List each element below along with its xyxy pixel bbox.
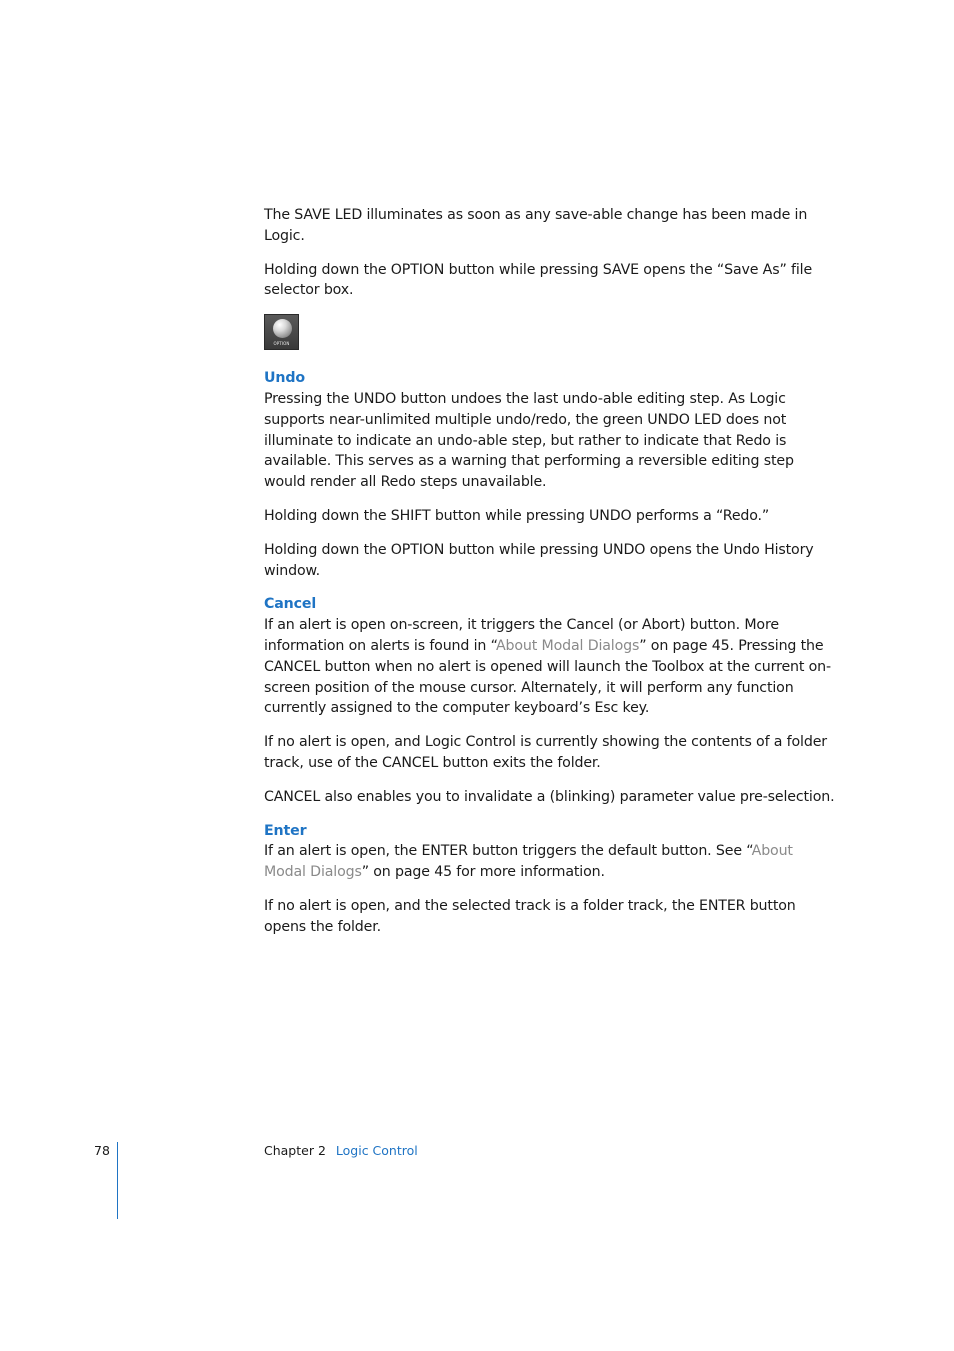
cancel-p1-text-before: If an alert is open on-screen, it triggers the Cancel (or Abort) button. More information on alerts is found in “: [264, 617, 779, 654]
enter-p1-text-before: If an alert is open, the ENTER button triggers the default button. See “: [264, 843, 752, 860]
enter-heading: Enter: [264, 822, 307, 839]
cancel-paragraph-1: [264, 615, 836, 719]
about-modal-dialogs-link[interactable]: About Modal Dialogs: [495, 637, 640, 654]
save-paragraph-2: Holding down the OPTION button while pressing SAVE opens the “Save As” file selector box.: [264, 261, 813, 299]
cancel-p1-text-after: ” on page 45. Pressing the CANCEL button when no alert is opened will launch the Toolbox at the current on-screen position of the mouse cursor. Alternately, it will perform any function currently assigned to the computer keyboard’s Esc key.: [264, 637, 831, 717]
undo-paragraph-3: Holding down the OPTION button while pressing UNDO opens the Undo History window.: [264, 541, 814, 579]
chapter-footer: [264, 1143, 418, 1159]
option-button-knob: [273, 319, 292, 338]
enter-paragraph-2: If no alert is open, and the selected track is a folder track, the ENTER button opens the folder.: [264, 897, 796, 935]
save-paragraph-1: The SAVE LED illuminates as soon as any save-able change has been made in Logic.: [264, 207, 808, 244]
option-button-label: OPTION: [273, 341, 290, 347]
cancel-heading: Cancel: [264, 596, 317, 613]
undo-heading: Undo: [264, 370, 305, 387]
about-modal-dialogs-link-2[interactable]: About Modal Dialogs: [264, 843, 793, 881]
option-button-icon: [264, 314, 299, 350]
page-body: [264, 205, 836, 951]
undo-paragraph-1: Pressing the UNDO button undoes the last undo-able editing step. As Logic supports near-unlimited multiple undo/redo, the green UNDO LED does not illuminate to indicate an undo-able step, but rather to indicate that Redo is available. This serves as a warning that performing a reversible editing step would render all Redo steps unavailable.: [264, 390, 794, 491]
enter-paragraph-1: [264, 841, 836, 883]
page-number: 78: [94, 1143, 110, 1158]
chapter-title-link[interactable]: Logic Control: [335, 1143, 418, 1158]
undo-paragraph-2: Holding down the SHIFT button while pressing UNDO performs a “Redo.”: [264, 507, 770, 524]
footer-divider: [117, 1142, 118, 1219]
enter-p1-text-after: ” on page 45 for more information.: [361, 864, 605, 881]
cancel-paragraph-2: If no alert is open, and Logic Control is currently showing the contents of a folder track, use of the CANCEL button exits the folder.: [264, 734, 827, 771]
chapter-label: Chapter 2: [264, 1143, 326, 1158]
cancel-paragraph-3: CANCEL also enables you to invalidate a (blinking) parameter value pre-selection.: [264, 788, 835, 805]
